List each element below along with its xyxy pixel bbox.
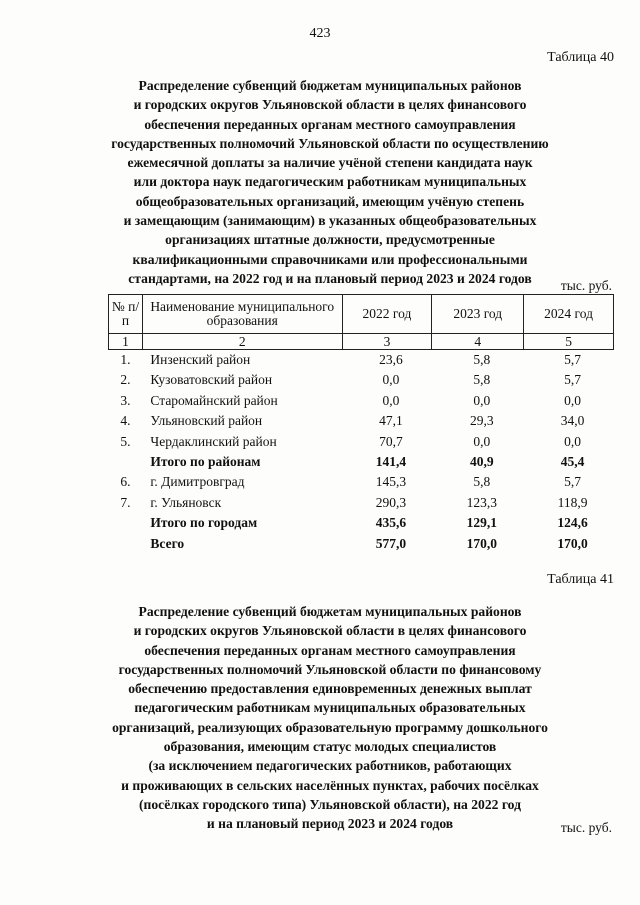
row-number: 2. xyxy=(120,372,131,388)
heading-line: общеобразовательных организаций, имеющим учёную степень xyxy=(135,193,525,209)
value-2024: 5,7 xyxy=(564,352,582,367)
heading-line: (за исключением педагогических работников, работающих xyxy=(148,758,512,774)
value-2023: 5,8 xyxy=(473,372,491,388)
page-number: 423 xyxy=(309,26,331,41)
table-row xyxy=(109,391,614,411)
column-index: 4 xyxy=(432,334,524,350)
heading-line: государственных полномочий Ульяновской области по осуществлению xyxy=(111,135,549,151)
municipality-name: Инзенский район xyxy=(150,352,251,367)
heading-line: обеспечения переданных органам местного самоуправления xyxy=(144,642,516,658)
municipality-name: Итого по городам xyxy=(150,515,258,531)
heading-line: стандартами, на 2022 год и на плановый период 2023 и 2024 годов xyxy=(128,270,532,286)
municipality-name: Кузоватовский район xyxy=(150,372,273,388)
value-2022: 145,3 xyxy=(375,474,407,490)
value-2022: 0,0 xyxy=(382,372,400,388)
table-total-row xyxy=(109,513,614,533)
value-2022: 47,1 xyxy=(379,413,403,429)
heading-line: организациях штатные должности, предусмотренные xyxy=(165,232,495,248)
value-2022: 23,6 xyxy=(379,352,403,367)
municipality-name: г. Димитровград xyxy=(150,474,245,490)
heading-line: обеспечения переданных органам местного самоуправления xyxy=(144,116,516,132)
table-row xyxy=(109,493,614,513)
table-40-units: тыс. руб. xyxy=(560,278,612,293)
municipality-name: Всего xyxy=(150,535,185,551)
row-number: 6. xyxy=(120,474,131,490)
heading-line: образования, имеющим статус молодых специалистов xyxy=(163,739,497,755)
value-2024: 5,7 xyxy=(564,372,582,388)
value-2023: 40,9 xyxy=(469,454,494,470)
table-row xyxy=(109,350,614,371)
column-header-2023: 2023 год xyxy=(432,295,524,334)
heading-line: Распределение субвенций бюджетам муниципальных районов xyxy=(138,78,522,93)
value-2024: 45,4 xyxy=(560,454,585,470)
value-2023: 5,8 xyxy=(473,352,491,367)
row-number: 7. xyxy=(120,494,131,510)
municipality-name: Чердаклинский район xyxy=(150,433,277,449)
value-2024: 170,0 xyxy=(557,535,588,551)
value-2022: 290,3 xyxy=(375,494,407,510)
heading-line: педагогическим работникам муниципальных образовательных xyxy=(134,700,526,716)
table-row xyxy=(109,411,614,431)
heading-line: государственных полномочий Ульяновской области по финансовому xyxy=(118,661,542,677)
table-row xyxy=(109,432,614,452)
row-number xyxy=(109,534,143,554)
value-2023: 129,1 xyxy=(466,515,497,531)
table-row xyxy=(109,370,614,390)
table-41-label: Таблица 41 xyxy=(547,572,614,587)
column-index: 3 xyxy=(342,334,432,350)
value-2022: 141,4 xyxy=(375,454,407,470)
row-number xyxy=(109,513,143,533)
value-2023: 0,0 xyxy=(473,392,491,408)
value-2023: 29,3 xyxy=(469,413,494,429)
column-header-2022: 2022 год xyxy=(342,295,432,334)
column-index: 1 xyxy=(109,334,143,350)
column-index: 5 xyxy=(524,334,614,350)
value-2023: 0,0 xyxy=(473,433,491,449)
heading-line: (посёлках городского типа) Ульяновской области), на 2022 год xyxy=(139,796,521,812)
column-index: 2 xyxy=(142,334,342,350)
value-2022: 435,6 xyxy=(375,515,407,531)
heading-line: и на плановый период 2023 и 2024 годов xyxy=(206,816,454,832)
row-number: 4. xyxy=(120,413,131,429)
row-number: 1. xyxy=(120,352,131,367)
table-row xyxy=(109,472,614,492)
municipality-name: Ульяновский район xyxy=(150,413,263,429)
value-2024: 5,7 xyxy=(564,474,582,490)
row-number: 3. xyxy=(120,392,131,408)
column-header-number: № п/п xyxy=(109,295,143,334)
table-41-heading xyxy=(90,602,570,834)
heading-line: организаций, реализующих образовательную программу дошкольного xyxy=(112,719,548,735)
heading-line: и городских округов Ульяновской области в целях финансового xyxy=(133,97,527,113)
value-2024: 0,0 xyxy=(564,433,582,449)
municipality-name: Итого по районам xyxy=(150,454,261,470)
table-40-heading xyxy=(90,76,570,288)
value-2024: 0,0 xyxy=(564,392,582,408)
table-41-units: тыс. руб. xyxy=(560,820,612,835)
heading-line: обеспечению предоставления единовременных денежных выплат xyxy=(128,681,532,697)
value-2023: 5,8 xyxy=(473,474,491,490)
value-2022: 577,0 xyxy=(375,535,407,551)
value-2023: 170,0 xyxy=(466,535,497,551)
value-2024: 34,0 xyxy=(560,413,585,429)
value-2024: 118,9 xyxy=(557,494,588,510)
table-total-row xyxy=(109,452,614,472)
value-2022: 0,0 xyxy=(382,392,400,408)
heading-line: и проживающих в сельских населённых пунктах, рабочих посёлках xyxy=(121,777,539,793)
value-2022: 70,7 xyxy=(379,433,403,449)
row-number xyxy=(109,452,143,472)
column-header-2024: 2024 год xyxy=(524,295,614,334)
column-header-name: Наименование муниципального образования xyxy=(142,295,342,334)
table-40-label: Таблица 40 xyxy=(547,50,614,65)
heading-line: или доктора наук педагогическим работникам муниципальных xyxy=(133,174,527,190)
value-2024: 124,6 xyxy=(557,515,588,531)
heading-line: и городских округов Ульяновской области в целях финансового xyxy=(133,623,527,639)
heading-line: квалификационными справочниками или профессиональными xyxy=(132,251,528,267)
table-40 xyxy=(108,294,614,554)
municipality-name: Старомайнский район xyxy=(150,392,278,408)
row-number: 5. xyxy=(120,433,131,449)
table-total-row xyxy=(109,534,614,554)
value-2023: 123,3 xyxy=(466,494,497,510)
municipality-name: г. Ульяновск xyxy=(150,494,222,510)
table-40-body xyxy=(109,350,614,555)
heading-line: ежемесячной доплаты за наличие учёной степени кандидата наук xyxy=(127,155,533,171)
heading-line: Распределение субвенций бюджетам муниципальных районов xyxy=(138,604,522,619)
heading-line: и замещающим (занимающим) в указанных общеобразовательных xyxy=(123,213,537,229)
